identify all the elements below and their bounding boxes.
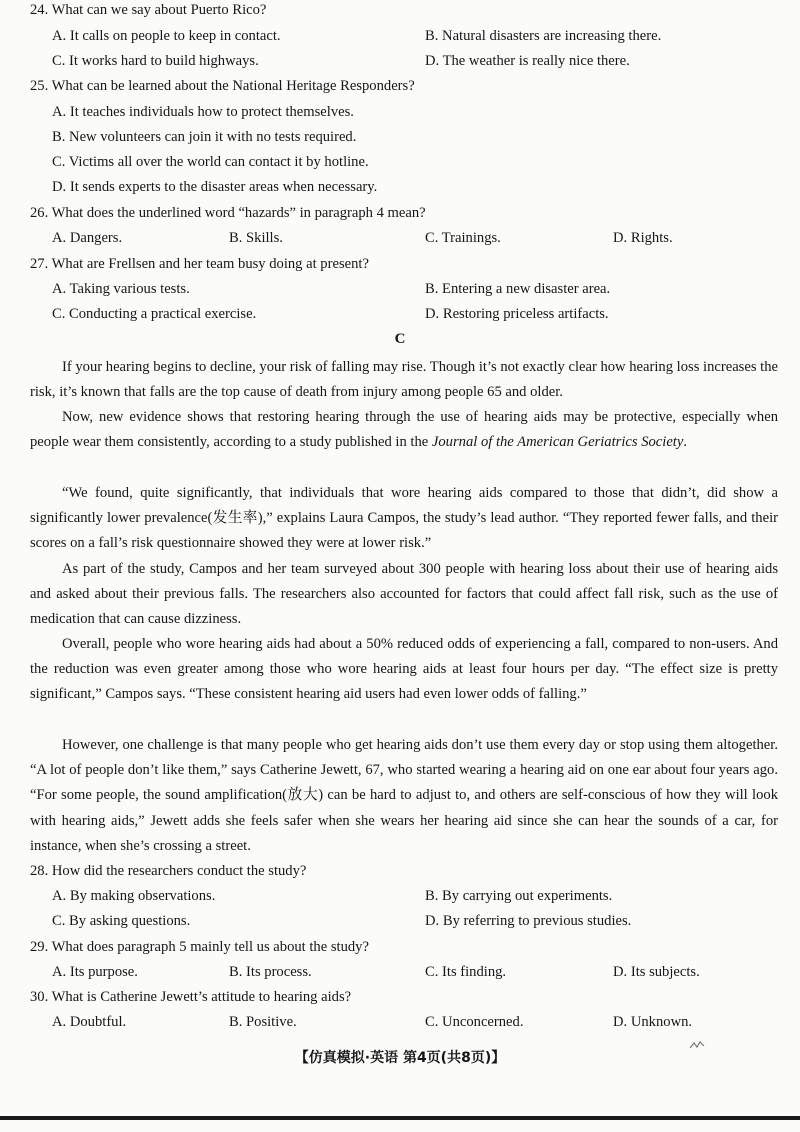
q28-option-d: D. By referring to previous studies.: [425, 913, 632, 929]
bottom-rule: [0, 1116, 800, 1120]
q27-option-d: D. Restoring priceless artifacts.: [425, 306, 609, 322]
q24-option-a: A. It calls on people to keep in contact.: [52, 28, 281, 44]
q29-option-c: C. Its finding.: [425, 964, 507, 980]
q30-option-c: C. Unconcerned.: [425, 1014, 524, 1030]
q30-option-b: B. Positive.: [229, 1014, 297, 1030]
q25-option-a: A. It teaches individuals how to protect themselves.: [52, 104, 354, 120]
q30-option-d: D. Unknown.: [613, 1014, 693, 1030]
q29-option-a: A. Its purpose.: [52, 964, 138, 980]
q29-option-d: D. Its subjects.: [613, 964, 700, 980]
q24-option-c: C. It works hard to build highways.: [52, 53, 259, 69]
passage-paragraph-6: However, one challenge is that many people who get hearing aids don’t use them every day or stop using them altogether. “A lot of people don’t like them,” says Catherine Jewett, 67, who started wearing a hearing aid on one ear about four years ago. “For some people, the sound amplification(放大) can be hard to adjust to, and others are self-conscious of how they will look with hearing aids,” Jewett adds she feels safer when she wears her hearing aid since she can hear the sounds of a car, for instance, when she’s crossing a street.: [30, 737, 778, 854]
paragraph-2-end: .: [683, 434, 687, 451]
question-26-stem: 26. What does the underlined word “hazards” in paragraph 4 mean?: [30, 205, 426, 221]
question-30-stem: 30. What is Catherine Jewett’s attitude to hearing aids?: [30, 989, 352, 1005]
q25-option-d: D. It sends experts to the disaster areas when necessary.: [52, 179, 378, 195]
q26-option-d: D. Rights.: [613, 230, 673, 246]
q30-option-a: A. Doubtful.: [52, 1014, 127, 1030]
question-27-stem: 27. What are Frellsen and her team busy doing at present?: [30, 256, 369, 272]
passage-paragraph-2: [30, 405, 778, 455]
q27-option-b: B. Entering a new disaster area.: [425, 281, 611, 297]
q28-option-b: B. By carrying out experiments.: [425, 888, 613, 904]
journal-title: Journal of the American Geriatrics Society: [431, 434, 684, 451]
q27-option-a: A. Taking various tests.: [52, 281, 190, 297]
section-c-heading: C: [394, 331, 406, 347]
paragraph-2-text: Now, new evidence shows that restoring hearing through the use of hearing aids may be protective, especially when people wear them consistently, according to a study published in the: [30, 409, 778, 451]
q25-option-c: C. Victims all over the world can contact it by hotline.: [52, 154, 369, 170]
q28-option-c: C. By asking questions.: [52, 913, 191, 929]
q28-option-a: A. By making observations.: [52, 888, 216, 904]
q26-option-c: C. Trainings.: [425, 230, 501, 246]
passage-paragraph-1: If your hearing begins to decline, your risk of falling may rise. Though it’s not exactly clear how hearing loss increases the risk, it’s known that falls are the top cause of death from injury among people 65 and older.: [30, 359, 778, 401]
passage-paragraph-5: Overall, people who wore hearing aids had about a 50% reduced odds of experiencing a fall, compared to non-users. And the reduction was even greater among those who wore hearing aids at least four hours per day. “The effect size is pretty significant,” Campos says. “These consistent hearing aid users had even lower odds of falling.”: [30, 636, 778, 703]
q27-option-c: C. Conducting a practical exercise.: [52, 306, 257, 322]
question-24-stem: 24. What can we say about Puerto Rico?: [30, 2, 267, 18]
question-25-stem: 25. What can be learned about the National Heritage Responders?: [30, 78, 415, 94]
passage-paragraph-3: “We found, quite significantly, that individuals that wore hearing aids compared to those that didn’t, did show a significantly lower prevalence(发生率),” explains Laura Campos, the study’s lead author. “They reported fewer falls, and their scores on a fall’s risk questionnaire showed they were at lower risk.”: [30, 485, 778, 552]
q24-option-b: B. Natural disasters are increasing there.: [425, 28, 662, 44]
question-29-stem: 29. What does paragraph 5 mainly tell us about the study?: [30, 939, 369, 955]
question-28-stem: 28. How did the researchers conduct the study?: [30, 863, 307, 879]
passage-paragraph-4: As part of the study, Campos and her team surveyed about 300 people with hearing loss about their use of hearing aids and asked about their previous falls. The researchers also accounted for factors that could affect fall risk, such as the use of medication that can cause dizziness.: [30, 561, 778, 628]
q29-option-b: B. Its process.: [229, 964, 312, 980]
q26-option-a: A. Dangers.: [52, 230, 123, 246]
page-footer: 【仿真模拟·英语 第4页(共8页)】: [294, 1050, 506, 1066]
q24-option-d: D. The weather is really nice there.: [425, 53, 630, 69]
q26-option-b: B. Skills.: [229, 230, 283, 246]
q25-option-b: B. New volunteers can join it with no tests required.: [52, 129, 357, 145]
